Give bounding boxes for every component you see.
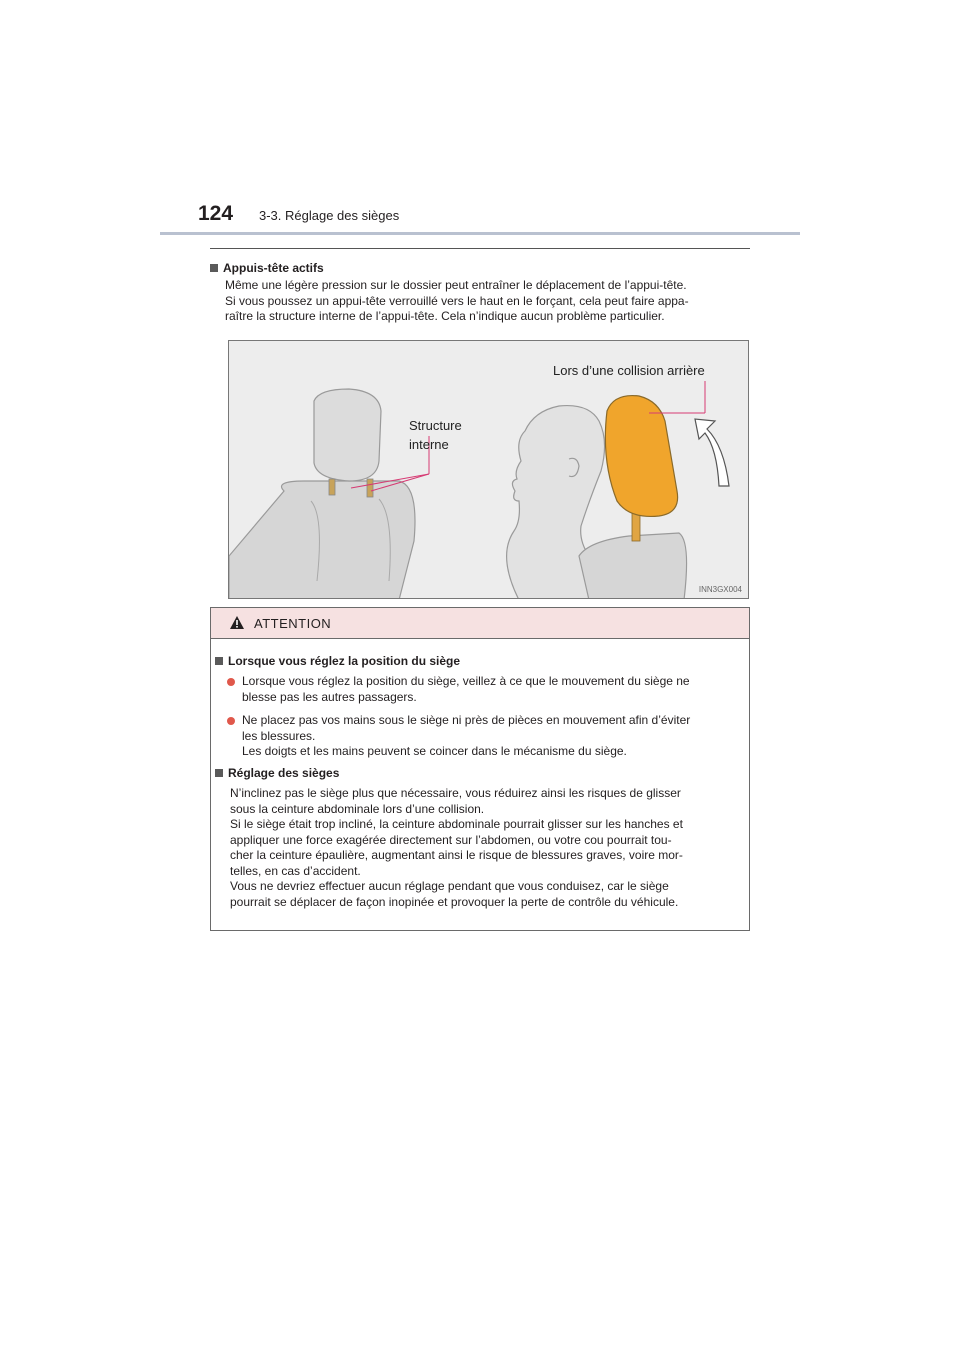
- figure-code: INN3GX004: [698, 585, 742, 594]
- square-bullet-icon: [210, 264, 218, 272]
- warning-title: ATTENTION: [254, 616, 332, 631]
- warning-triangle-icon: [229, 615, 245, 630]
- warning-section1-heading: Lorsque vous réglez la position du siège: [215, 654, 460, 668]
- section-title: 3-3. Réglage des sièges: [259, 208, 400, 223]
- bullet-dot-icon: [227, 678, 235, 686]
- left-headrest: [314, 389, 381, 481]
- warning-bullet-1: Lorsque vous réglez la position du siège, veillez à ce que le mouvement du siège ne blesse pas les autres passagers.: [227, 674, 745, 705]
- headrest-figure: [228, 340, 749, 599]
- header-rule: [160, 232, 800, 235]
- movement-arrow-icon: [695, 419, 729, 486]
- square-bullet-icon: [215, 657, 223, 665]
- warning-header: [211, 608, 749, 639]
- content-rule: [210, 248, 750, 249]
- right-seat-back: [579, 533, 687, 599]
- active-headrests-text: Même une légère pression sur le dossier peut entraîner le déplacement de l’appui-tête. Si vous poussez un appui-tête verrouillé vers le haut en le forçant, cela peut faire appa- raître la structure interne de l’appui-tête. Cela n’indique aucun problème particulier.: [225, 278, 689, 323]
- warning-section2-text: N’inclinez pas le siège plus que nécessaire, vous réduirez ainsi les risques de glisser sous la ceinture abdominale lors d’une collision. Si le siège était trop incliné, la ceinture abdominale pourrait glisser sur les hanches et appliquer une force exagérée directement sur l’abdomen, ou votre cou pourrait tou- cher la ceinture épaulière, augmentant ainsi le risque de blessures graves, voire mor- telles, en cas d’accident. Vous ne devriez effectuer aucun réglage pendant que vous conduisez, car le siège pourrait se déplacer de façon inopinée et provoquer la perte de contrôle du véhicule.: [230, 786, 683, 909]
- warning-bullet-2: Ne placez pas vos mains sous le siège ni près de pièces en mouvement afin d’éviter les blessures. Les doigts et les mains peuvent se coincer dans le mécanisme du siège.: [227, 713, 745, 760]
- warning-section2-heading: Réglage des sièges: [215, 766, 339, 780]
- label-structure: Structure interne: [409, 418, 462, 452]
- label-collision: Lors d’une collision arrière: [553, 363, 705, 378]
- active-headrests-heading: Appuis-tête actifs: [210, 261, 324, 275]
- page-number: 124: [198, 202, 234, 225]
- left-seat-back: [229, 481, 415, 599]
- warning-box: [210, 607, 750, 931]
- active-headrest: [605, 396, 677, 517]
- bullet-dot-icon: [227, 717, 235, 725]
- square-bullet-icon: [215, 769, 223, 777]
